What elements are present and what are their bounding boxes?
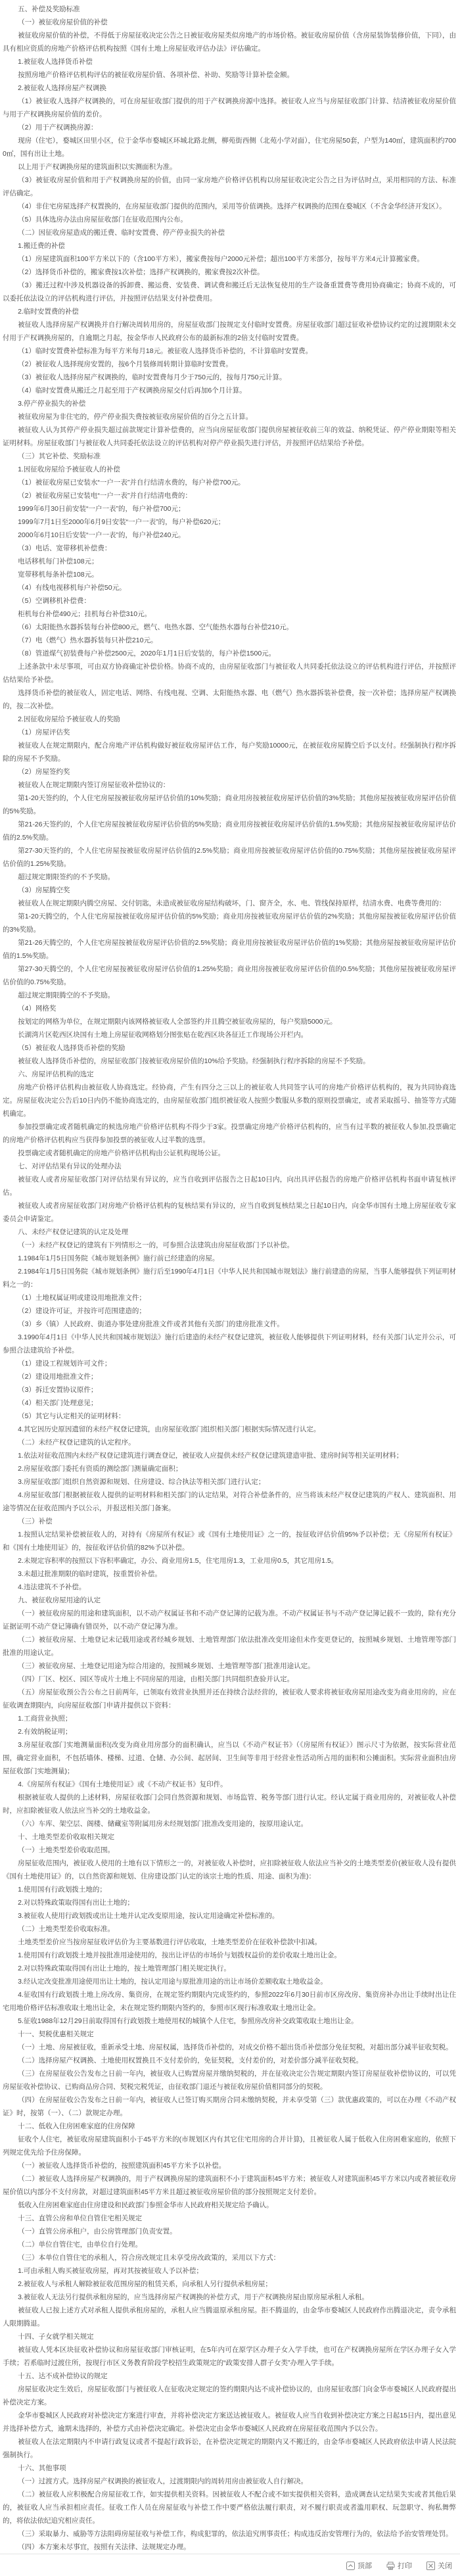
paragraph: 长湖湾片区乾西区块国有土地上房屋征收网格划分图张贴在乾西区块各征迁工作现场公开栏内。 (18, 1031, 308, 1039)
paragraph: （六）车库、架空层、阁楼、储藏室等附属用房未经规划部门批准改变用途的，按原用途认定。 (18, 1820, 308, 1828)
paragraph: 2.因征收房屋给予被征收人的奖励 (18, 715, 120, 723)
paragraph: （二）因征收房屋造成的搬迁费、临时安置费、停产停业损失的补偿 (18, 229, 225, 237)
paragraph: 1.可由承租人购买被征收房屋，再对其按被征收人予以补偿； (18, 2267, 203, 2275)
paragraph: 九、被征收房屋用途的认定 (18, 1596, 101, 1604)
paragraph: （1）建设工程规划许可文件； (18, 1360, 112, 1368)
paragraph: 房屋征收决定生效后，房屋征收部门与被征收人在征收决定规定的签约期限内达不成补偿协议的，由房屋征收部门向金华市婺城区人民政府提出补偿决定方案。 (3, 2385, 456, 2406)
paragraph: 十四、子女就学相关规定 (18, 2333, 94, 2341)
paragraph: （4）非住宅房屋选择产权置换的，在房屋征收部门提供的范围内，采用等价值调换。选择产权调换的范围在婺城区（不含金华经济开发区）。 (18, 203, 446, 210)
paragraph: 十六、其他事项 (18, 2464, 66, 2472)
close-link[interactable] (426, 2560, 452, 2571)
paragraph: 4.房屋征收部门根据被征收人提供的证明材料和相关部门的认定结果，对符合补偿条件的，应当将该未经产权登记建筑的产权人、建筑面积、用途等情况在征收范围内予以公示，并报送相关部门备案。 (3, 1491, 456, 1512)
paragraph: 3.房屋征收部门实地测量面积(改变为商业用房部分的面积确认，应当以《不动产权证书》（《房屋所有权证》）图示尺寸为依据，按实际营业范围，确定营业面积，不包括墙体、楼梯、过道、仓储、办公间、起居间、卫生间等非用于经营业性活动所占用的面积和公摊面积。实际营业面积由房屋征收部门实地测量)； (3, 1741, 456, 1775)
paragraph: 1.搬迁费的补偿 (18, 242, 65, 250)
paragraph: 七、对评估结果有异议的处理办法 (18, 1162, 122, 1170)
paragraph: 3.被征收人无法另行提供承租房屋的，应当选择房屋产权调换的补偿方式，用于产权调换房屋由原房屋承租人承租。 (18, 2293, 369, 2301)
paragraph: （四）本方案未尽事宜，按照有关法律、法规规定办理。 (18, 2543, 191, 2551)
paragraph: 2.对以特殊政策取得国有出让土地的，按土地管理部门相关规定执行。 (18, 1965, 231, 1972)
paragraph: 第1-20天签约的，个人住宅房屋按被征收房屋评估价值的10%奖励；商业用房按被征收房屋评估价值的3%奖励；其他房屋按被征收房屋评估价值的5%奖励。 (3, 794, 456, 815)
paragraph: 4.《房屋所有权证》《国有土地使用证》或《不动产权证书》复印件。 (18, 1780, 227, 1788)
paragraph: （一）被征收房屋的用途和建筑面积，以不动产权属证书和不动产登记簿的记载为准。不动产权属证书与不动产登记簿记载不一致的，除有充分证据证明不动产登记簿确有错误外，以不动产登记簿为准。 (3, 1610, 456, 1631)
paragraph: 1999年7月1日至2000年6月9日安装“一户一表”的，每户补偿620元； (18, 518, 225, 526)
paragraph: 土地类型差价应当按房屋征收评估价为主要基数进行评估收取，土地类型差价在征收补偿款中扣减。 (18, 1938, 322, 1946)
paragraph: 被征收人在规定期限内腾空房屋、交付钥匙，未造成被征收房屋结构破坏，门、窗齐全，水、电、管线保持原样，结清水费、电费等费用的： (18, 899, 446, 907)
print-link[interactable] (386, 2560, 412, 2571)
paragraph: 1.使用国有行政划拨土地的； (18, 1886, 106, 1894)
paragraph: 宽带移机每条补偿108元。 (18, 571, 99, 579)
paragraph: 房地产价格评估机构由被征收人协商选定。经协商，产生有四分之三以上的被征收人共同签字认可的房地产价格评估机构的，视为共同协商选定。房屋征收决定公告后10日内仍不能协商选定的，由房屋征收部门组织被征收人按照少数服从多数的原则投票确定，或者采取摇号、抽签等方式随机确定。 (3, 1084, 456, 1118)
paragraph: 柜机每台补偿490元；挂机每台补偿310元。 (18, 610, 152, 618)
back-to-top-label: 顶部 (357, 2562, 372, 2570)
paragraph: 十、土地类型差价收取相关规定 (18, 1833, 115, 1841)
paragraph: 上述条款中未尽事项，可由双方协商确定补偿价格。协商不成的，由房屋征收部门与被征收人共同委托依法设立的评估机构进行评估，并按照评估结果给予补偿。 (3, 663, 456, 684)
paragraph: （5）被征收人选择货币补偿的奖励 (18, 1044, 126, 1052)
paragraph: （4）有线电视移机每户补偿50元。 (18, 584, 126, 592)
paragraph: （5）具体选房办法由房屋征收部门在征收范围内公布。 (18, 216, 187, 224)
paragraph: 1.因征收房屋给予被征收人的补偿 (18, 465, 120, 473)
paragraph: 以上用于产权调换房屋的建筑面积以实测面积为准。 (18, 163, 177, 171)
paragraph: （1）房屋评估奖 (18, 728, 70, 736)
paragraph: （3）搬迁过程中涉及机器设备的拆卸费、搬运费、安装费、调试费和搬迁后无法恢复使用的生产设备重置费等费用协商确定；协商不成的，可以委托依法设立的评估机构进行评估，并按照评估结果支付补偿费用。 (3, 281, 456, 302)
paragraph: 2.对以特殊政策取得国有出让土地的； (18, 1899, 134, 1907)
paragraph: 2.房屋征收部门委托有资质的测绘部门测量确定面积； (18, 1465, 183, 1473)
paragraph: 被征收人选择货币补偿的，房屋征收部门按被征收房屋价值的10%给予奖励。经强制执行程序拆除的房屋不予奖励。 (18, 1057, 370, 1065)
paragraph: 被征收人在规定期限内，配合房地产评估机构做好被征收房屋评估工作，每户奖励10000元，在被征收房屋腾空后予以支付。经强制执行程序拆除的房屋不予奖励。 (3, 742, 456, 763)
paragraph: （二）被征收房屋、土地登记未记载用途或者经城乡规划、土地管理部门依法批准改变用途但未作变更登记的，按照城乡规划、土地管理等部门批准的用途认定。 (3, 1636, 456, 1657)
paragraph: （四）在房屋征收公告发布之日前一年内，被征收人已签订购买期房合同未缴纳契税，并未享受第（三）款优惠政策的，可以在办理《不动产权证》时，按第（一）、（二）款规定办理。 (3, 2096, 456, 2117)
footer-toolbar (0, 2554, 460, 2576)
paragraph: （3）拆迁安置协议原件； (18, 1386, 98, 1394)
paragraph: 参加投票确定或者随机确定的候选房地产价格评估机构不得少于3家。投票确定房地产价格评估机构的，应当有过半数的被征收人参加,投票确定的房地产价格评估机构应当获得参加投票的被征收人过半数的选票。 (3, 1123, 456, 1144)
paragraph: （2）建设许可证，并按许可范围建造的； (18, 1307, 146, 1315)
paragraph: 被征收房屋为非住宅的，停产停业损失费按被征收房屋价值的百分之五计算。 (18, 413, 253, 421)
chevron-up-icon (346, 2562, 355, 2570)
paragraph: （二）未经产权登记建筑的认定程序。 (18, 1439, 135, 1446)
paragraph: （3）房屋腾空奖 (18, 886, 70, 894)
paragraph: 超过规定期限签约的不予奖励。 (18, 873, 115, 881)
paragraph: 十五、达不成补偿协议的规定 (18, 2372, 108, 2380)
paragraph: 4.违法建筑不予补偿。 (18, 1583, 86, 1591)
paragraph: 被征收人在规定期限内签订房屋征收补偿协议的： (18, 781, 170, 789)
paragraph: 被征收人在法定期限内不申请行政复议或者不提起行政诉讼，在补偿决定规定的期限内又不搬迁的，由金华市婺城区人民政府依法申请人民法院强制执行。 (3, 2438, 456, 2459)
paragraph: （三）补偿 (18, 1517, 53, 1525)
close-icon (426, 2562, 435, 2570)
paragraph: 5.征收1988年12月29日前取得国有行政划拨土地使用权的城镇个人住宅，参照房改房补交政策收取土地出让金。 (18, 2017, 358, 2025)
paragraph: 五、补偿及奖励标准 (18, 5, 80, 13)
paragraph: 十二、低收入住房困难家庭的住房保障 (18, 2122, 135, 2130)
paragraph: 八、未经产权登记建筑的认定及处理 (18, 1228, 129, 1236)
paragraph: 按划定的网格为单位，在规定期限内该网格被征收人全部签约并且腾空被征收房屋的，每户奖励5000元。 (18, 1018, 337, 1026)
paragraph: （5）其它与认定相关的证明材料： (18, 1412, 126, 1420)
paragraph: （一）被征收房屋价值的补偿 (18, 18, 108, 26)
paragraph: 3.停产停业损失的补偿 (18, 400, 86, 408)
paragraph: （8）管道煤气初装费每户补偿2500元，2020年1月1日后安装的，每户补偿1500元。 (18, 650, 276, 657)
paragraph: 1999年6月30日前安装“一户一表”的，每户补偿700元； (18, 505, 185, 513)
paragraph: （三）在房屋征收公告发布之日前一年内，被征收人已购置房屋并缴纳契税的，并在征收决定公告规定期限内签订房屋征收补偿协议的，可以凭房屋征收补偿协议、已购商品房合同、契税完税凭证，由征收部门退还与被征收房屋价值相同部分的契税。 (3, 2070, 456, 2091)
paragraph: 2.被征收人选择房屋产权调换 (18, 84, 106, 92)
paragraph: 1.按照认定结果补偿被征收人的，对持有《房屋所有权证》或《国有土地使用证》之一的，按征收评估价值95%予以补偿；无《房屋所有权证》和《国有土地使用证》的，按征收评估价值的82%予以补偿。 (3, 1531, 456, 1552)
paragraph: 超过规定期限腾空的不予奖励。 (18, 991, 115, 999)
paragraph: （一）土地类型差价收取范围。 (18, 1846, 115, 1854)
paragraph: （三）本单位自管住宅的承租人，符合房改规定且未享受房改政策的，采用以下方式： (18, 2254, 281, 2262)
paragraph: 3.经认定改变批准用途使用出让土地的，按认定用途与原批准用途的出让市场价差额收取土地收益金。 (18, 1978, 327, 1986)
paragraph: （4）相关部门处理意见； (18, 1399, 98, 1407)
paragraph: （6）太阳能热水器拆装每台补偿800元，燃气、电热水器、空气能热水器每台补偿210元。 (18, 623, 293, 631)
paragraph: 2.1984年1月5日国务院《城市规划条例》施行后至1990年4月1日《中华人民共和国城市规划法》施行前建造的房屋，当事人能够提供下列证明材料之一的： (3, 1268, 456, 1289)
paragraph: 低收入住房困难家庭由住房建设和民政部门参照金华市人民政府相关规定给予确认。 (18, 2201, 273, 2209)
paragraph: 征收个人住宅，被征收房屋建筑面积小于45平方米的(市规划区内有其它住宅用房的合并计算)，且被征收人属于低收入住房困难家庭的，依照下列规定优先给予住房保障。 (3, 2135, 456, 2157)
close-label: 关闭 (438, 2562, 452, 2570)
paragraph: 4.征收国有行政划拨土地上房改房、集资房，在规定签约期限内完成签约的，参照2022年6月30日前市区房改房、集资房补办出让手续时出让住宅用地价格评估标准收取土地出让金，未在规定签约期限内签约的，参照市区现行标准收取土地出让金。 (3, 1991, 456, 2012)
paragraph: （三）其它补偿、奖励标准 (18, 452, 101, 460)
paragraph: （2）被征收房屋已安装电“一户一表”并自行结清电费的： (18, 492, 192, 500)
paragraph: 1.使用国有行政划拨土地并按批准用途使用的，按出让评估的市场价与划拨权益价的差价收取土地出让金。 (18, 1951, 341, 1959)
paragraph: 1.被征收人选择货币补偿 (18, 58, 93, 66)
printer-icon (386, 2562, 395, 2570)
paragraph: 第21-26天腾空的，个人住宅房屋按被征收房屋评估价值的2.5%奖励；商业用房按被征收房屋评估价值的1%奖励；其他房屋按被征收房屋评估价值的1.5%奖励。 (3, 939, 456, 960)
back-to-top-link[interactable] (346, 2560, 372, 2571)
paragraph: （3）乡（镇）人民政府、街道办事处建房批准文件或者其他有关部门的建房批准文件。 (18, 1320, 284, 1328)
paragraph: （一）未经产权登记的建筑有下列情形之一的，可参照合法建筑由房屋征收部门予以补偿。 (18, 1241, 294, 1249)
paragraph: （3）被征收房屋价值和用于产权调换房屋的价值，由同一家房地产价格评估机构以房屋征收决定公告之日为评估时点，采用相同的方法、标准评估确定。 (3, 176, 456, 197)
paragraph: （2）被征收人选择现房安置的，按6个月装修周转期计算临时安置费。 (18, 360, 233, 368)
paragraph: 3.未超过批准期限的临时建筑，按重置价补偿。 (18, 1570, 162, 1578)
paragraph: （二）选择房屋产权调换、土地使用权置换且不支付差价的，免征契税，支付差价的，对差价部分减半征收契税。 (18, 2057, 363, 2064)
paragraph: 3.房屋征收部门组织自然资源和规划、住房建设、综合执法等相关部门进行认定； (18, 1478, 265, 1486)
paragraph: （2）选择货币补偿的，搬家费按1次补偿；选择产权调换的，搬家费按2次补偿。 (18, 268, 264, 276)
paragraph: 1.依法对征收范围内未经产权登记建筑进行调查登记，被征收人应提供未经产权登记建筑建造审批、建房时间等相关证明材料； (18, 1452, 403, 1460)
paragraph: （一）过渡方式。选择房屋产权调换的被征收人，过渡期限内的周转用房由被征收人自行解决。 (18, 2477, 308, 2485)
paragraph: 1.工商营业执照； (18, 1715, 72, 1723)
paragraph: （三）采取暴力、威胁等方法阻碍房屋征收与补偿工作，构成犯罪的，依法追究刑事责任；构成违反治安管理行为的，依法给予治安管理处罚。 (18, 2530, 453, 2538)
print-label: 打印 (398, 2562, 412, 2570)
paragraph: （1）土地权属证明或建设用地批准文件； (18, 1294, 146, 1302)
paragraph: （3）被征收人选择房屋产权调换的，临时安置费每月少于750元的，按每月750元计算。 (18, 373, 287, 381)
paragraph: 2.临时安置费的补偿 (18, 308, 79, 316)
paragraph: （2）建设用地批准文件； (18, 1373, 98, 1381)
paragraph: （1）房屋建筑面积100平方米以下的（含100平方米），搬家费按每户2000元补偿；超出100平方米部分，按每平方米4元计算搬家费。 (18, 255, 424, 263)
paragraph: 现房（住宅），婺城区田里小区，位于金华市婺城区环城北路北侧，柳苑街西侧（北苑小学对面），住宅房屋50套，户型为140㎡，建筑面积约7000㎡，国有出让土地。 (3, 137, 456, 158)
paragraph: （四）厂区、校区、园区等成片土地上不同房屋的用途，由相关部门共同组织查验并认定。 (18, 1675, 294, 1683)
paragraph: （一）土地、房屋被征收，重新承受土地、房屋权属，选择货币补偿的，对成交价格不超出货币补偿部分免征契税，对超出部分减半征收契税。 (18, 2043, 453, 2051)
paragraph: 电话移机每门补偿108元； (18, 558, 99, 565)
paragraph: 被征收人凭本区块征收补偿协议和房屋征收部门审核证明，在5年内可在原学区办理子女入学手续，也可在产权调换房屋所在学区办理子女入学手续；若系临时过渡住所，按现行市区义务教育阶段学校招生政策规定的“政策安排人群子女类”办理入学手续。 (3, 2346, 456, 2367)
paragraph: 六、房屋评估机构的选定 (18, 1070, 94, 1078)
paragraph: 金华市婺城区人民政府对补偿决定方案进行审查，并将补偿决定方案送达被征收人。被征收人应当自收到补偿决定方案之日起15日内，提出意见并选择补偿方式，逾期未选择的，补偿方式由补偿决定确定。补偿决定由金华市婺城区人民政府在房屋征收范围内予以公告。 (3, 2412, 456, 2433)
paragraph: （4）临时安置费从搬迁之月起至用于产权调换房屋交付后再加6个月计算。 (18, 387, 246, 394)
paragraph: （一）直管公房承租户，由公房管理部门负责安置。 (18, 2228, 177, 2235)
paragraph: 第27-30天腾空的，个人住宅房屋按被征收房屋评估价值的1.25%奖励；商业用房按被征收房屋评估价值的0.5%奖励；其他房屋按被征收房屋评估价值的0.75%奖励。 (3, 965, 456, 986)
paragraph: （2）房屋签约奖 (18, 768, 70, 776)
paragraph: 3.被征收人使用行政划拨或出让土地并认定改变原用途，按认定用途确定补偿标准的。 (18, 1912, 279, 1920)
paragraph: 2.有效纳税证明； (18, 1728, 72, 1736)
paragraph: （4）网格奖 (18, 1005, 57, 1013)
paragraph: （三）被征收房屋、土地登记用途为综合用途的，按照城乡规划、土地管理等部门批准用途认定。 (18, 1662, 315, 1670)
paragraph: 第21-26天签约的，个人住宅房屋按被征收房屋评估价值的5%奖励；商业用房按被征收房屋评估价值的1.5%奖励；其他房屋按被征收房屋评估价值的2.5%奖励。 (3, 821, 456, 842)
paragraph: 房屋征收范围内，被征收人使用的土地有以下情形之一的，对被征收人补偿时，应扣除被征收人依法应当补交的土地类型差价(被征收人没有提供《国有土地使用证》的，以自然资源和规划、住房建设部门认定的该宗土地的性质、用途、面积为准)： (3, 1859, 456, 1880)
paragraph: （1）被征收人选择产权调换的，可在房屋征收部门提供的用于产权调换房源中选择。被征收人应当与房屋征收部门计算、结清被征收房屋价值与用于产权调换房屋价值的差价。 (3, 97, 456, 118)
paragraph: 第1-20天腾空的，个人住宅房屋按被征收房屋评估价值的5%奖励；商业用房按被征收房屋评估价值的2%奖励；其他房屋按被征收房屋评估价值的3%奖励。 (3, 913, 456, 934)
paragraph: （五）房屋征收预公告公布之日前两年，已领取有效营业执照并还在持续合法经营的，被征收人要求将被征收房屋用途改变为商业用房的，应在征收调查期限内，向房屋征收部门申请并提供以下资料： (3, 1688, 456, 1709)
paragraph: 被征收人或者房屋征收部门对房地产价格评估机构的复核结果有异议的，应当自收到复核结果之日起10日内，向金华市国有土地上房屋征收专家委员会申请鉴定。 (3, 1202, 456, 1223)
paragraph: 投票确定或者随机确定的房地产价格评估机构由公证机构现场公证。 (18, 1149, 225, 1157)
paragraph: （二）被征收人选择房屋产权调换的，用于产权调换房屋的建筑面积不小于建筑面积45平方米；被征收人对建筑面积45平方米以内或者被征收房屋价值以内部分不支付房款，对超过建筑面积45平方米且超过被征收房屋价值的部分按照规定支付差价。 (3, 2175, 456, 2196)
paragraph: 被征收人认为其停产停业损失超过前款规定计算补偿费的，应当向房屋征收部门提供房屋被征收前三年的效益、纳税凭证、停产停业期限等相关证明材料。房屋征收部门与被征收人共同委托依法设立的评估机构对停产停业损失进行评估，并按照评估结果给予补偿。 (3, 426, 456, 447)
paragraph: （7）电（燃气）热水器拆装每只补偿210元。 (18, 636, 158, 644)
paragraph: 2000年6月10日后安装“一户一表”的，每户补偿240元。 (18, 531, 185, 539)
paragraph: 第27-30天签约的，个人住宅房屋按被征收房屋评估价值的2.5%奖励；商业用房按被征收房屋评估价值的0.75%奖励；其他房屋按被征收房屋评估价值的1.25%奖励。 (3, 847, 456, 868)
paragraph: 十一、契税优惠相关规定 (18, 2030, 94, 2038)
paragraph: 被征收人或者房屋征收部门对评估结果有异议的，应当自收到评估报告之日起10日内，向出具评估报告的房地产价格评估机构书面申请复核评估。 (3, 1176, 456, 1197)
paragraph: 选择货币补偿的被征收人，固定电话、网络、有线电视、空调、太阳能热水器、电（燃气）热水器拆装补偿费，按一次补偿；选择房屋产权调换的，按二次补偿。 (3, 689, 456, 710)
paragraph: 十三、直管公房和单位自管住宅相关规定 (18, 2214, 143, 2222)
paragraph: （3）电话、宽带移机补偿费： (18, 544, 112, 552)
paragraph: 4.其它因历史原因遗留的未经产权登记建筑，由房屋征收部门组织相关部门根据实际情况进行认定。 (18, 1425, 321, 1433)
paragraph: （2）用于产权调换房源： (18, 124, 98, 131)
paragraph: 根据被征收人提供的上述材料，房屋征收部门会同自然资源和规划、市场监管、税务等部门进行认定。经认定属于商业用房的，对被征收人补偿时，应扣除被征收人依法应当补交的土地收益金。 (3, 1794, 456, 1815)
paragraph: （二）土地类型差价收取标准。 (18, 1925, 115, 1933)
paragraph: 被征收人选择房屋产权调换并自行解决周转用房的，房屋征收部门按规定支付临时安置费。房屋征收部门超过征收补偿协议约定的过渡期限未交付用于产权调换房屋的，自逾期之月起，按金华市人民政府公布的最新标准的2倍支付临时安置费。 (3, 321, 456, 342)
paragraph: 1.1984年1月5日国务院《城市规划条例》施行前已经建造的房屋。 (18, 1254, 219, 1262)
paragraph: 按照房地产价格评估机构评估的被征收房屋价值、各项补偿、补助、奖励等计算补偿金额。 (18, 71, 294, 79)
paragraph: （1）临时安置费补偿标准为每平方米每月18元。被征收人选择货币补偿的，不计算临时安置费。 (18, 347, 313, 355)
paragraph: 2.未规定容积率的按照以下容积率确定，办公、商业用房1.5，住宅用房1.3，工业用房0.5，其它用房1.5。 (18, 1557, 338, 1565)
paragraph: 被征收人已按上述方式对承租人提供承租房屋的，承租人应当腾退原承租房屋。拒不腾退的，由金华市婺城区人民政府作出腾退决定，责令承租人限期腾退。 (3, 2306, 456, 2327)
paragraph: 被征收房屋价值的补偿，不得低于房屋征收决定公告之日被征收房屋类似房地产的市场价格。被征收房屋价值（含房屋装饰装修价值，下同），由具有相应资质的房地产价格评估机构按照《国有土地上房屋征收评估办法》评估确定。 (3, 32, 456, 53)
paragraph: （二）被征收人应积极配合房屋征收工作，如实提供相关资料。因被征收人不配合或不如实提供相关资料，造成调查认定结果失实或者其他后果的，被征收人应当承担相应责任。征收工作人员在房屋征收与补偿工作中要严格依法履行职责，对不履行职责或者滥用职权、玩忽职守、徇私舞弊的，将依法依纪追究相应责任。 (3, 2491, 456, 2525)
paragraph: （一）被征收人选择货币补偿的，按照建筑面积45平方米予以补偿。 (18, 2162, 226, 2170)
paragraph: 2.被征收人与承租人解除被征收范围房屋的租赁关系，向承租人另行提供承租房屋； (18, 2280, 272, 2288)
paragraph: 3.1990年4月1日《中华人民共和国城市规划法》施行后建造的未经产权登记建筑，被征收人能够提供下列证明材料，经有关部门认定并公示，可参照合法建筑给予补偿。 (3, 1333, 456, 1354)
paragraph: （5）空调移机补偿费： (18, 597, 91, 605)
paragraph: （1）被征收房屋已安装水“一户一表”并自行结清水费的，每户补偿700元。 (18, 479, 245, 487)
paragraph: （二）单位自管住宅，由单位自行处理。 (18, 2241, 143, 2249)
